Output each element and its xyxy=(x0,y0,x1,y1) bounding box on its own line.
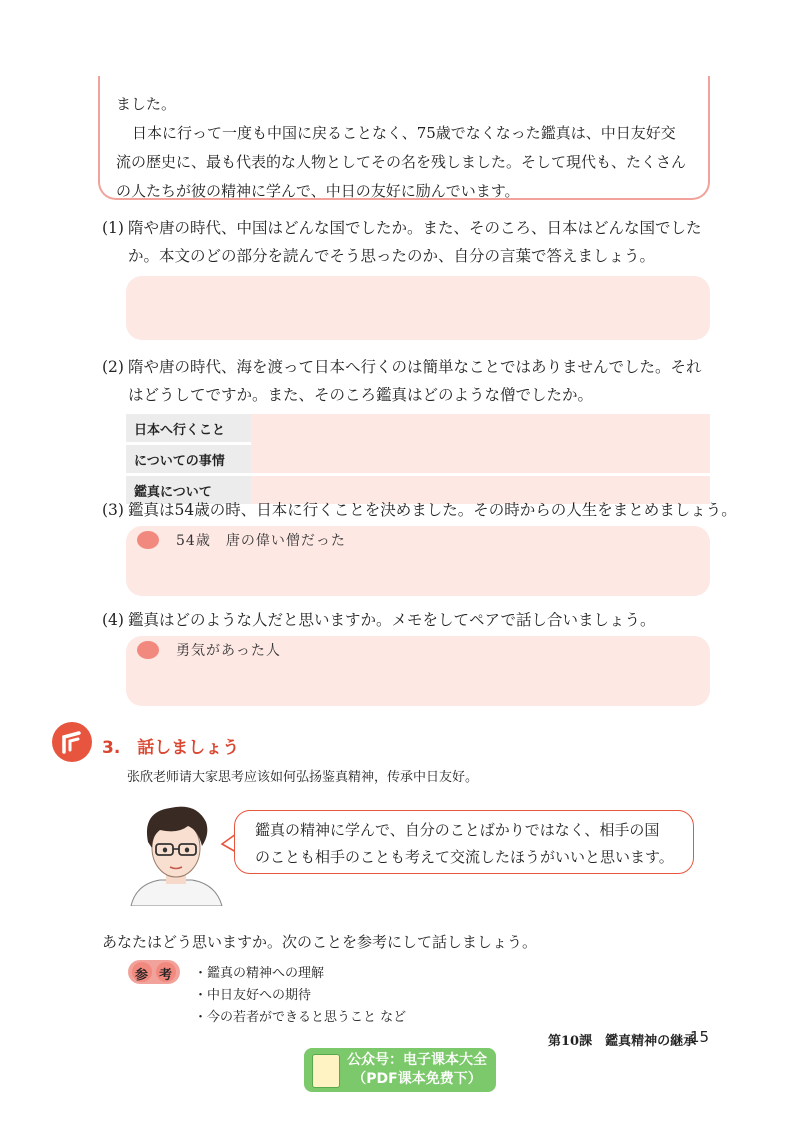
table-label: についての事情 xyxy=(126,445,251,473)
question-text: 鑑真は54歳の時、日本に行くことを決めました。その時からの人生をまとめましょう。 xyxy=(128,501,737,519)
page-number: 15 xyxy=(690,1028,710,1046)
question-2 xyxy=(102,353,714,409)
question-number: (1) xyxy=(102,219,124,237)
speech-line: 鑑真の精神に学んで、自分のことばかりではなく、相手の国 xyxy=(255,821,660,839)
reference-item: ・今の若者ができると思うこと など xyxy=(194,1010,407,1025)
watermark-line: （PDF课本免费下） xyxy=(352,1071,482,1087)
question-number: (2) xyxy=(102,358,124,376)
question-4 xyxy=(102,606,714,634)
reference-badge-char: 参 xyxy=(135,968,149,983)
reference-badge-char: 考 xyxy=(159,968,173,983)
answer-cell-1[interactable] xyxy=(251,414,710,473)
question-3 xyxy=(102,496,742,524)
lesson-footer: 第10課 鑑真精神の継承 xyxy=(548,1034,697,1049)
question-text: 鑑真はどのような人だと思いますか。メモをしてペアで話し合いましょう。 xyxy=(128,611,656,629)
answer-table xyxy=(126,411,710,507)
reference-item: ・鑑真の精神への理解 xyxy=(194,966,325,981)
section-instruction: 张欣老师请大家思考应该如何弘扬鉴真精神，传承中日友好。 xyxy=(127,770,479,785)
speech-bubble xyxy=(234,810,694,874)
passage-box xyxy=(98,76,710,200)
memo-bullet-icon xyxy=(137,641,159,659)
speak-section-icon xyxy=(52,722,92,762)
watermark-line: 公众号：电子课本大全 xyxy=(347,1052,487,1068)
question-number: (4) xyxy=(102,611,124,629)
book-icon xyxy=(312,1054,340,1088)
watermark-banner xyxy=(304,1048,496,1092)
passage-line: ました。 xyxy=(116,95,177,113)
answer-box-1[interactable] xyxy=(126,276,710,340)
memo-text: 54歳 唐の偉い僧だった xyxy=(176,533,346,549)
discussion-prompt: あなたはどう思いますか。次のことを参考にして話しましょう。 xyxy=(102,933,538,951)
reference-badge xyxy=(128,960,180,984)
table-label: 日本へ行くこと xyxy=(126,414,251,442)
speech-line: のことも相手のことも考えて交流したほうがいいと思います。 xyxy=(255,848,674,866)
question-text: 隋や唐の時代、中国はどんな国でしたか。また、そのころ、日本はどんな国でした xyxy=(128,219,702,237)
question-text: はどうしてですか。また、そのころ鑑真はどのような僧でしたか。 xyxy=(128,386,594,404)
memo-text: 勇気があった人 xyxy=(176,643,281,659)
question-number: (3) xyxy=(102,501,124,519)
section-title: 3. 話しましょう xyxy=(102,738,240,758)
question-text: 隋や唐の時代、海を渡って日本へ行くのは簡単なことではありませんでした。それ xyxy=(128,358,702,376)
question-text: か。本文のどの部分を読んでそう思ったのか、自分の言葉で答えましょう。 xyxy=(128,247,656,265)
question-1 xyxy=(102,214,714,270)
table-label: 鑑真について xyxy=(126,476,251,504)
student-avatar xyxy=(126,800,226,910)
reference-item: ・中日友好への期待 xyxy=(194,988,312,1003)
memo-bullet-icon xyxy=(137,531,159,549)
passage-paragraph: 日本に行って一度も中国に戻ることなく、75歳でなくなった鑑真は、中日友好交流の歴史に、最も代表的な人物としてその名を残しました。そして現代も、たくさんの人たちが彼の精神に学んで、中日の友好に励んでいます。 xyxy=(116,124,687,200)
